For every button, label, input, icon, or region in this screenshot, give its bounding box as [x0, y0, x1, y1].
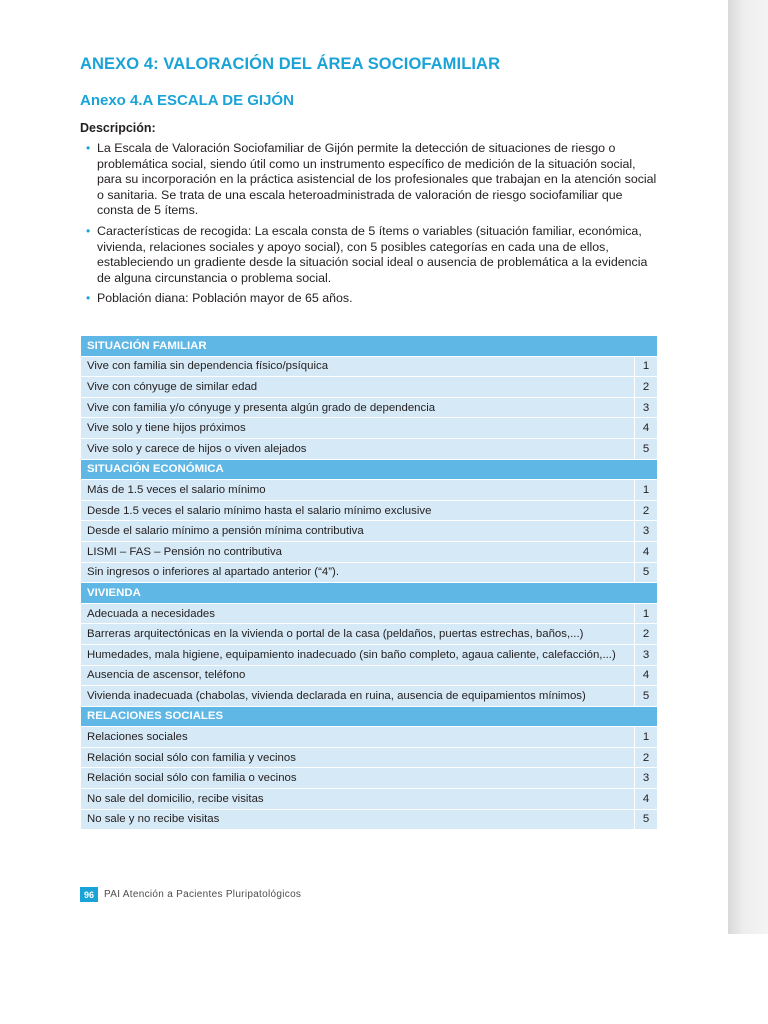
row-score: 2	[635, 624, 658, 645]
table-row	[81, 418, 657, 439]
section-title: SITUACIÓN ECONÓMICA	[81, 459, 657, 480]
row-score: 5	[635, 686, 658, 707]
description-label: Descripción:	[80, 121, 156, 135]
row-score: 1	[635, 480, 658, 501]
page-heading: ANEXO 4: VALORACIÓN DEL ÁREA SOCIOFAMILIAR	[80, 55, 501, 73]
table-row	[81, 521, 657, 542]
row-label: Desde 1.5 veces el salario mínimo hasta el salario mínimo exclusive	[81, 500, 635, 521]
row-label: No sale del domicilio, recibe visitas	[81, 789, 635, 810]
gijon-scale-table	[81, 336, 657, 830]
row-score: 5	[635, 809, 658, 830]
row-score: 2	[635, 377, 658, 398]
row-score: 3	[635, 644, 658, 665]
row-score: 5	[635, 562, 658, 583]
table-row	[81, 747, 657, 768]
row-label: Vive solo y carece de hijos o viven alejados	[81, 438, 635, 459]
row-label: Barreras arquitectónicas en la vivienda o portal de la casa (peldaños, puertas estrechas, baños,...)	[81, 624, 635, 645]
table-row	[81, 644, 657, 665]
row-label: Relación social sólo con familia o vecinos	[81, 768, 635, 789]
row-label: Sin ingresos o inferiores al apartado anterior (“4”).	[81, 562, 635, 583]
row-label: Ausencia de ascensor, teléfono	[81, 665, 635, 686]
page-bottom-margin	[0, 934, 768, 1024]
table-row	[81, 562, 657, 583]
row-label: LISMI – FAS – Pensión no contributiva	[81, 541, 635, 562]
row-score: 2	[635, 747, 658, 768]
table-row	[81, 377, 657, 398]
book-gutter-shadow	[728, 0, 768, 934]
row-score: 1	[635, 356, 658, 377]
footer-title: PAI Atención a Pacientes Pluripatológicos	[104, 889, 302, 900]
row-score: 4	[635, 665, 658, 686]
row-label: Más de 1.5 veces el salario mínimo	[81, 480, 635, 501]
section-header-row	[81, 583, 657, 604]
section-header-row	[81, 459, 657, 480]
row-score: 1	[635, 603, 658, 624]
table-row	[81, 665, 657, 686]
row-label: Vive con familia sin dependencia físico/psíquica	[81, 356, 635, 377]
row-score: 2	[635, 500, 658, 521]
page-number-badge: 96	[80, 887, 98, 902]
description-bullet	[86, 291, 660, 307]
bullet-text: Características de recogida: La escala consta de 5 ítems o variables (situación familiar, económica, vivienda, relaciones sociales y apoyo social), con 5 posibles categorías en cada una de ellos, estableciendo un gradiente desde la situación social ideal o ausencia de problemática a la evidencia de alguna circunstancia o problema social.	[97, 223, 648, 285]
row-label: Relaciones sociales	[81, 727, 635, 748]
row-label: No sale y no recibe visitas	[81, 809, 635, 830]
bullet-icon: •	[86, 223, 91, 238]
table-row	[81, 789, 657, 810]
section-title: VIVIENDA	[81, 583, 657, 604]
table-row	[81, 397, 657, 418]
row-label: Adecuada a necesidades	[81, 603, 635, 624]
table-row	[81, 768, 657, 789]
table-row	[81, 686, 657, 707]
row-score: 1	[635, 727, 658, 748]
row-label: Vive con cónyuge de similar edad	[81, 377, 635, 398]
row-label: Vive con familia y/o cónyuge y presenta algún grado de dependencia	[81, 397, 635, 418]
table-row	[81, 500, 657, 521]
row-score: 3	[635, 521, 658, 542]
row-score: 4	[635, 541, 658, 562]
bullet-text: Población diana: Población mayor de 65 años.	[97, 291, 353, 306]
row-score: 3	[635, 397, 658, 418]
bullet-icon: •	[86, 291, 91, 306]
row-score: 4	[635, 789, 658, 810]
section-title: SITUACIÓN FAMILIAR	[81, 336, 657, 356]
row-label: Vive solo y tiene hijos próximos	[81, 418, 635, 439]
description-bullet	[86, 141, 660, 219]
row-score: 4	[635, 418, 658, 439]
row-label: Relación social sólo con familia y vecinos	[81, 747, 635, 768]
section-title: RELACIONES SOCIALES	[81, 706, 657, 727]
row-label: Humedades, mala higiene, equipamiento inadecuado (sin baño completo, agaua caliente, calefacción,...)	[81, 644, 635, 665]
row-label: Vivienda inadecuada (chabolas, vivienda declarada en ruina, ausencia de equipamientos mínimos)	[81, 686, 635, 707]
row-label: Desde el salario mínimo a pensión mínima contributiva	[81, 521, 635, 542]
table-row	[81, 809, 657, 830]
table-row	[81, 603, 657, 624]
page-footer	[80, 887, 301, 902]
table-row	[81, 727, 657, 748]
table-row	[81, 541, 657, 562]
description-bullet	[86, 224, 660, 286]
bullet-text: La Escala de Valoración Sociofamiliar de Gijón permite la detección de situaciones de riesgo o problemática social, siendo útil como un instrumento específico de medición de la situación social, para su incorporación en la práctica asistencial de los profesionales que trabajan en la atención social o sanitaria. Se trata de una escala heteroadministrada de valoración de riesgo sociofamiliar que consta de 5 ítems.	[97, 141, 657, 218]
description-list	[86, 141, 660, 312]
table-row	[81, 356, 657, 377]
row-score: 5	[635, 438, 658, 459]
table-row	[81, 480, 657, 501]
page-subheading: Anexo 4.A ESCALA DE GIJÓN	[80, 92, 294, 109]
section-header-row	[81, 706, 657, 727]
table-row	[81, 624, 657, 645]
section-header-row	[81, 336, 657, 356]
bullet-icon: •	[86, 141, 91, 155]
row-score: 3	[635, 768, 658, 789]
table-row	[81, 438, 657, 459]
